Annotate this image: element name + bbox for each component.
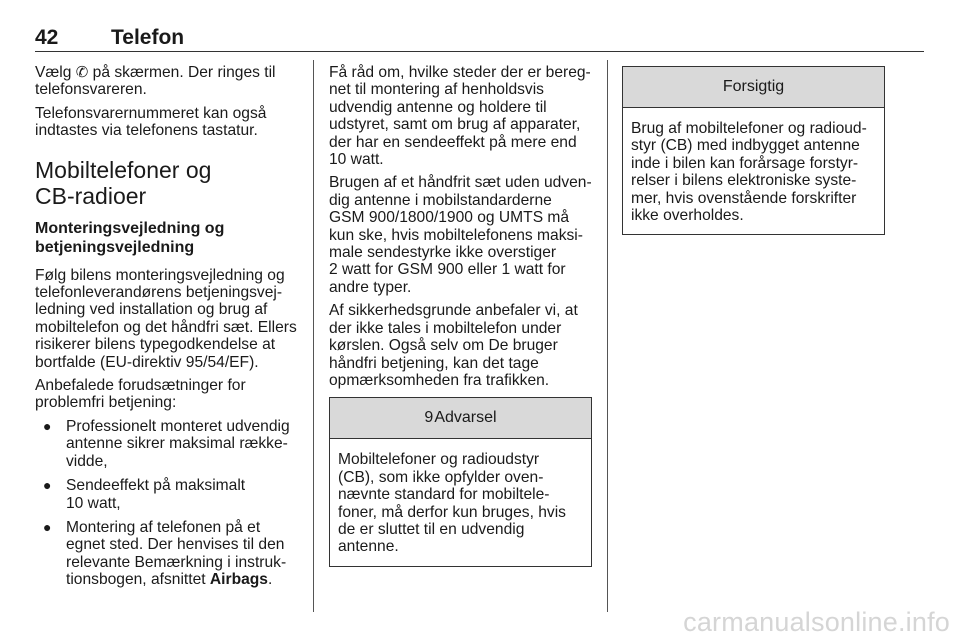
phone-hangup-icon: ✆ bbox=[75, 64, 89, 81]
airbags-reference: Airbags bbox=[209, 571, 268, 589]
column-3 bbox=[622, 64, 885, 235]
bullet-icon: ● bbox=[43, 477, 52, 494]
paragraph-select-hangup bbox=[35, 64, 297, 99]
page-title: Telefon bbox=[111, 26, 185, 49]
bullet-list bbox=[35, 418, 297, 589]
paragraph-number-entry bbox=[35, 105, 297, 140]
text-fragment: på skærmen. Der ringes til bbox=[92, 64, 276, 81]
page-header bbox=[35, 26, 924, 50]
caution-box bbox=[622, 66, 885, 235]
column-divider-1 bbox=[313, 60, 314, 612]
column-divider-2 bbox=[607, 60, 608, 612]
caution-body: Brug af mobiltelefoner og radioud- styr (CB) med indbygget antenne inde i bilen kan forårsage forstyr- relser i bilens elektroniske syste- mer, hvis ovenstående forskrifter ikke overholdes. bbox=[631, 120, 867, 225]
paragraph-advice: Få råd om, hvilke steder der er bereg- net til montering af henholdsvis udvendig antenne og holdere til udstyret, samt om brug af apparater, der har en sendeeffekt på mere end 10 watt. bbox=[329, 64, 591, 169]
page-number: 42 bbox=[35, 26, 59, 49]
text-line: indtastes via telefonens tastatur. bbox=[35, 122, 258, 140]
subsection-heading: Monteringsvejledning og betjeningsvejledning bbox=[35, 219, 225, 256]
paragraph-installation: Følg bilens monteringsvejledning og telefonleverandørens betjeningsvej- ledning ved installation og brug af mobiltelefon og det håndfri sæt. Ellers risikerer bilens typegodkendelse at bortfalde (EU-direktiv 95/54/EF). bbox=[35, 266, 297, 371]
list-item: ● Professionelt monteret udvendig antenne sikrer maksimal række- vidde, bbox=[43, 417, 290, 470]
column-1 bbox=[35, 64, 297, 596]
bullet-icon: ● bbox=[43, 417, 52, 434]
header-rule bbox=[35, 51, 924, 52]
warning-box bbox=[329, 397, 592, 566]
warning-body: Mobiltelefoner og radioudstyr (CB), som ikke opfylder oven- nævnte standard for mobiltele- foner, må derfor kun bruges, hvis de er sluttet til en udvendig antenne. bbox=[338, 451, 566, 556]
text-fragment: Vælg bbox=[35, 64, 72, 81]
warning-title: Advarsel bbox=[434, 409, 497, 427]
column-2 bbox=[329, 64, 592, 567]
text-line: telefonsvareren. bbox=[35, 81, 147, 99]
list-item: ● Sendeeffekt på maksimalt 10 watt, bbox=[43, 477, 246, 512]
warning-header bbox=[330, 398, 591, 439]
bullet-icon: ● bbox=[43, 518, 52, 535]
warning-icon: 9 bbox=[424, 409, 434, 427]
watermark: carmanualsonline.info bbox=[683, 607, 950, 637]
paragraph-prerequisites: Anbefalede forudsætninger for problemfri betjening: bbox=[35, 377, 246, 412]
text-line: Telefonsvarernummeret kan også bbox=[35, 104, 267, 122]
section-heading: Mobiltelefoner og CB-radioer bbox=[35, 156, 212, 209]
paragraph-safety: Af sikkerhedsgrunde anbefaler vi, at der ikke tales i mobiltelefon under kørslen. Også selv om De bruger håndfri betjening, kan det tage opmærksomheden fra trafikken. bbox=[329, 302, 578, 389]
list-item: ● Montering af telefonen på et egnet sted. Der henvises til den relevante Bemærkning i instruk- tionsbogen, afsnittet Airbags. bbox=[43, 518, 287, 589]
paragraph-handsfree: Brugen af et håndfrit sæt uden udven- dig antenne i mobilstandarderne GSM 900/1800/1900 og UMTS må kun ske, hvis mobiltelefonens maksi- male sendestyrke ikke overstiger 2 watt for GSM 900 eller 1 watt for andre typer. bbox=[329, 174, 592, 296]
caution-title: Forsigtig bbox=[722, 78, 785, 95]
caution-header bbox=[623, 67, 884, 108]
